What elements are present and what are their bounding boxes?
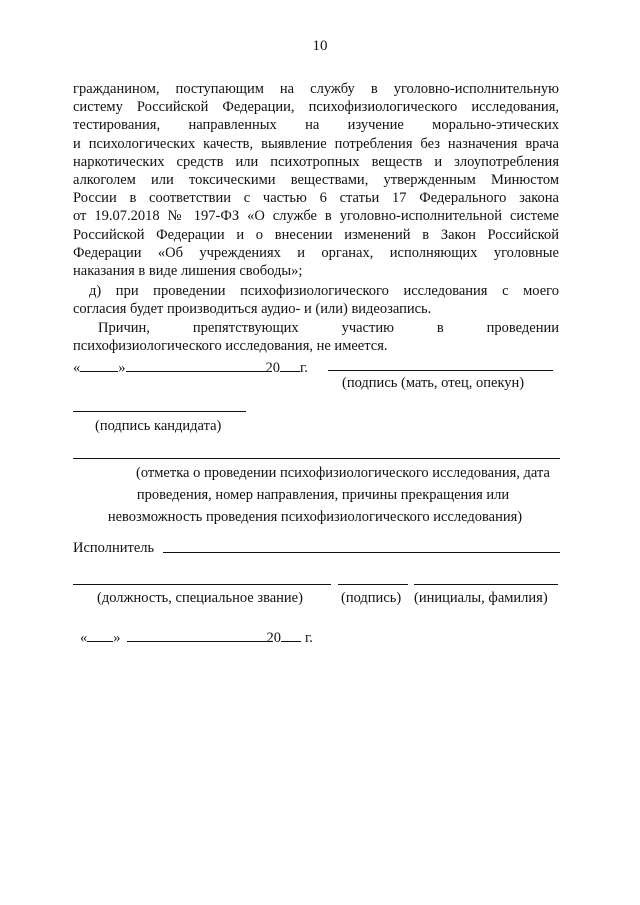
candidate-signature-line[interactable] xyxy=(73,411,246,412)
body-line: систему Российской Федерации, психофизиологического исследования, xyxy=(73,99,559,116)
reasons-line: Причин, препятствующих участию в проведении xyxy=(98,320,559,336)
position-line[interactable] xyxy=(73,584,331,585)
body-line: России в соответствии с частью 6 статьи 17 Федерального закона xyxy=(73,190,559,207)
research-note-line[interactable] xyxy=(73,458,560,459)
body-line: Федерации «Об учреждениях и органах, исполняющих уголовные xyxy=(73,244,559,261)
month-blank[interactable] xyxy=(126,357,266,372)
body-line: от 19.07.2018 № 197-ФЗ «О службе в уголовно-исполнительной системе xyxy=(73,208,559,225)
research-note-line-2: проведения, номер направления, причины прекращения или xyxy=(136,487,510,503)
signature-line[interactable] xyxy=(338,584,408,585)
year-suffix: г. xyxy=(300,360,308,376)
year-blank[interactable] xyxy=(280,357,300,372)
date-line-2 xyxy=(80,627,313,647)
body-line: гражданином, поступающим на службу в уголовно-исполнительную xyxy=(73,81,559,97)
research-note-line-3: невозможность проведения психофизиологического исследования) xyxy=(107,509,523,525)
candidate-signature-caption: (подпись кандидата) xyxy=(95,418,222,434)
date-line-1 xyxy=(73,357,308,377)
body-line: алкоголем или токсическими веществами, утвержденным Минюстом xyxy=(73,171,559,188)
body-line: наказания в виде лишения свободы»; xyxy=(73,262,303,279)
day-blank[interactable] xyxy=(87,627,113,642)
date-open-quote: « xyxy=(73,360,81,376)
executor-line[interactable] xyxy=(163,552,560,553)
body-line: и психологических качеств, выявление потребления без назначения врача xyxy=(73,135,559,152)
body-line: наркотических средств или психотропных веществ и злоупотребления xyxy=(73,153,559,170)
page-number: 10 xyxy=(312,38,328,54)
body-paragraph xyxy=(73,80,559,280)
date-close-quote: » xyxy=(113,630,121,646)
reasons-paragraph xyxy=(73,319,559,355)
parent-signature-line[interactable] xyxy=(328,370,553,371)
date-close-quote: » xyxy=(118,360,126,376)
body-line: Российской Федерации и о внесении изменений в Закон Российской xyxy=(73,226,559,243)
item-d-line: д) при проведении психофизиологического исследования с моего xyxy=(89,283,559,299)
body-line: тестирования, направленных на изучение морально-этических xyxy=(73,117,559,134)
position-caption: (должность, специальное звание) xyxy=(97,590,303,606)
signature-caption: (подпись) xyxy=(341,590,402,606)
item-d-paragraph xyxy=(73,282,559,318)
year-suffix: г. xyxy=(305,630,313,646)
year-prefix: 20 xyxy=(266,630,281,646)
research-note-line-1: (отметка о проведении психофизиологического исследования, дата xyxy=(136,465,550,481)
year-blank[interactable] xyxy=(281,627,301,642)
month-blank[interactable] xyxy=(127,627,267,642)
executor-label: Исполнитель xyxy=(73,540,155,556)
reasons-line: психофизиологического исследования, не имеется. xyxy=(73,338,388,355)
day-blank[interactable] xyxy=(80,357,118,372)
initials-line[interactable] xyxy=(414,584,558,585)
item-d-line: согласия будет производиться аудио- и (или) видеозапись. xyxy=(73,301,432,318)
initials-caption: (инициалы, фамилия) xyxy=(414,590,548,606)
parent-signature-caption: (подпись (мать, отец, опекун) xyxy=(342,375,525,391)
year-prefix: 20 xyxy=(265,360,280,376)
date-open-quote: « xyxy=(80,630,88,646)
